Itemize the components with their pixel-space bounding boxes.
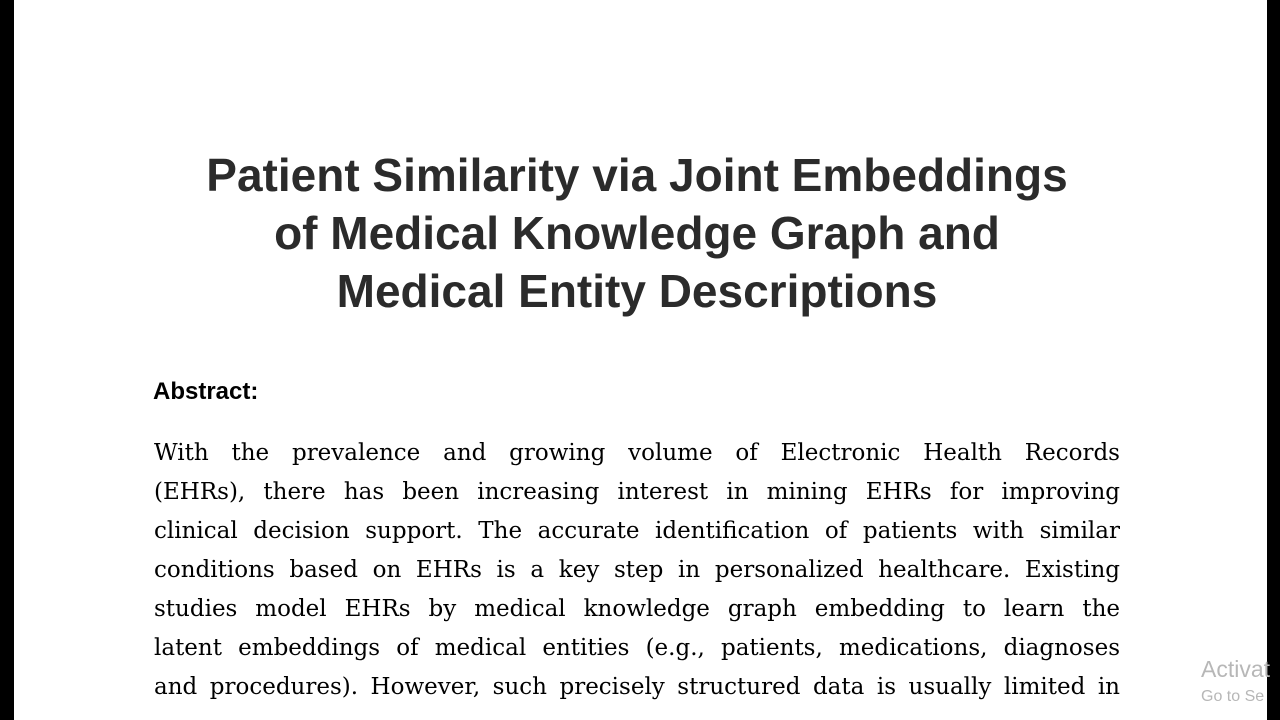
activation-watermark	[1201, 654, 1270, 710]
abstract-heading: Abstract:	[153, 378, 259, 405]
document-title	[14, 146, 1260, 320]
title-line-2: of Medical Knowledge Graph and	[274, 207, 1000, 259]
watermark-line-2: Go to Se	[1201, 688, 1265, 705]
abstract-line-2: (EHRs), there has been increasing interest in mining EHRs for improving	[154, 479, 1120, 505]
title-line-3: Medical Entity Descriptions	[336, 265, 938, 317]
watermark-line-1: Activat	[1201, 656, 1271, 682]
title-line-1: Patient Similarity via Joint Embeddings	[206, 149, 1068, 201]
document-page	[14, 0, 1267, 720]
abstract-line-1: With the prevalence and growing volume of Electronic Health Records	[154, 440, 1120, 466]
abstract-line-3: clinical decision support. The accurate identification of patients with similar	[154, 518, 1120, 544]
abstract-line-6: latent embeddings of medical entities (e.g., patients, medications, diagnoses	[154, 635, 1120, 661]
abstract-line-5: studies model EHRs by medical knowledge graph embedding to learn the	[154, 596, 1120, 622]
abstract-text	[154, 434, 1120, 707]
abstract-line-4: conditions based on EHRs is a key step in personalized healthcare. Existing	[154, 557, 1120, 583]
abstract-line-7: and procedures). However, such precisely structured data is usually limited in	[154, 674, 1120, 700]
